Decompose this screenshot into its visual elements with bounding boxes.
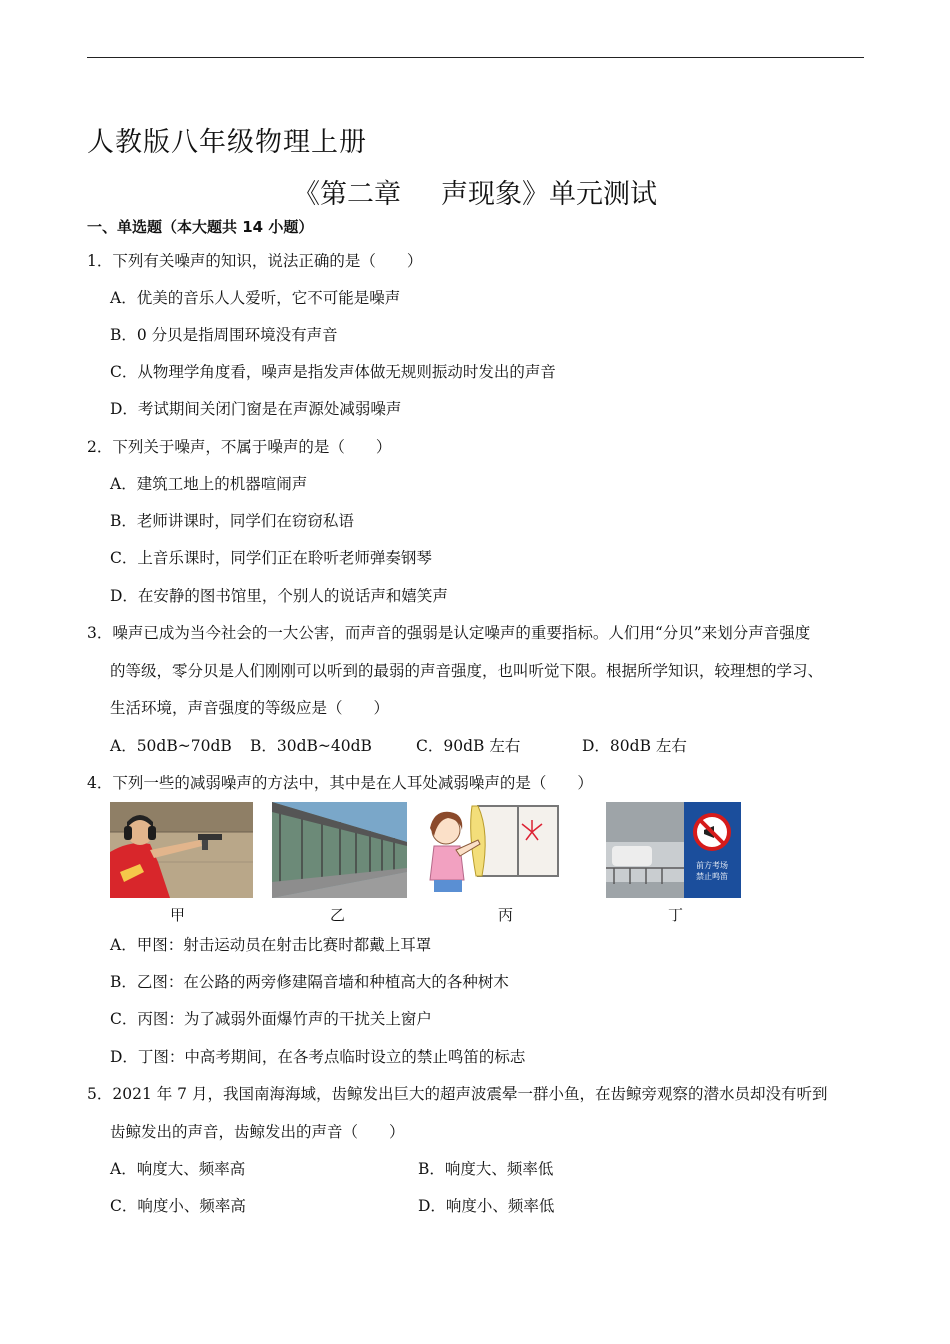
- question-3-option-a: A．50dB~70dB: [110, 737, 232, 755]
- question-1-stem: 1．下列有关噪声的知识，说法正确的是（ ）: [87, 252, 423, 270]
- question-3-option-d: D．80dB 左右: [582, 737, 687, 755]
- question-1-option-b: B．0 分贝是指周围环境没有声音: [110, 326, 338, 344]
- image-highway-sound-barrier: [272, 802, 407, 898]
- question-2-option-b: B．老师讲课时，同学们在窃窃私语: [110, 512, 354, 530]
- question-3-stem-line-3: 生活环境，声音强度的等级应是（ ）: [110, 699, 390, 717]
- caption-ding: 丁: [668, 906, 684, 924]
- question-5-option-a: A．响度大、频率高: [110, 1160, 246, 1178]
- header-rule: [87, 57, 864, 58]
- caption-jia: 甲: [170, 906, 186, 924]
- question-1-option-d: D．考试期间关闭门窗是在声源处减弱噪声: [110, 400, 402, 418]
- question-4-option-b: B．乙图：在公路的两旁修建隔音墙和种植高大的各种树木: [110, 973, 509, 991]
- subtitle-right: 声现象》单元测试: [441, 179, 657, 210]
- sign-text-line-1: 前方考场: [696, 861, 728, 870]
- question-4-option-d: D．丁图：中高考期间，在各考点临时设立的禁止鸣笛的标志: [110, 1048, 526, 1066]
- question-2-stem: 2．下列关于噪声，不属于噪声的是（ ）: [87, 438, 392, 456]
- question-4-option-c: C．丙图：为了减弱外面爆竹声的干扰关上窗户: [110, 1010, 432, 1028]
- question-5-stem-line-1: 5．2021 年 7 月，我国南海海域，齿鲸发出巨大的超声波震晕一群小鱼，在齿鲸旁观察的潜水员却没有听到: [87, 1085, 828, 1103]
- question-3-stem-line-1: 3．噪声已成为当今社会的一大公害，而声音的强弱是认定噪声的重要指标。人们用“分贝”来划分声音强度: [87, 624, 811, 642]
- subtitle-left: 《第二章: [293, 179, 401, 210]
- question-5-stem-line-2: 齿鲸发出的声音，齿鲸发出的声音（ ）: [110, 1123, 405, 1141]
- question-1-option-c: C．从物理学角度看，噪声是指发声体做无规则振动时发出的声音: [110, 363, 556, 381]
- image-shooter-with-earmuffs: [110, 802, 253, 898]
- question-3-option-c: C．90dB 左右: [416, 737, 521, 755]
- caption-yi: 乙: [330, 906, 346, 924]
- question-4-option-a: A．甲图：射击运动员在射击比赛时都戴上耳罩: [110, 936, 432, 954]
- sign-text-line-2: 禁止鸣笛: [696, 872, 728, 881]
- image-girl-closing-window: [420, 802, 560, 898]
- question-2-option-a: A．建筑工地上的机器喧闹声: [110, 475, 308, 493]
- document-subtitle: [0, 172, 950, 211]
- section-heading: 一、单选题（本大题共 14 小题）: [87, 218, 314, 236]
- question-5-option-c: C．响度小、频率高: [110, 1197, 246, 1215]
- question-2-option-c: C．上音乐课时，同学们正在聆听老师弹奏钢琴: [110, 549, 432, 567]
- image-no-honking-sign: [606, 802, 741, 898]
- document-title: 人教版八年级物理上册: [87, 127, 367, 158]
- question-4-stem: 4．下列一些的减弱噪声的方法中，其中是在人耳处减弱噪声的是（ ）: [87, 774, 593, 792]
- question-3-option-b: B．30dB~40dB: [250, 737, 372, 755]
- question-3-stem-line-2: 的等级，零分贝是人们刚刚可以听到的最弱的声音强度，也叫听觉下限。根据所学知识，较理想的学习、: [110, 662, 824, 680]
- caption-bing: 丙: [498, 906, 514, 924]
- question-5-option-b: B．响度大、频率低: [418, 1160, 554, 1178]
- question-5-option-d: D．响度小、频率低: [418, 1197, 555, 1215]
- question-1-option-a: A．优美的音乐人人爱听，它不可能是噪声: [110, 289, 401, 307]
- question-2-option-d: D．在安静的图书馆里，个别人的说话声和嬉笑声: [110, 587, 448, 605]
